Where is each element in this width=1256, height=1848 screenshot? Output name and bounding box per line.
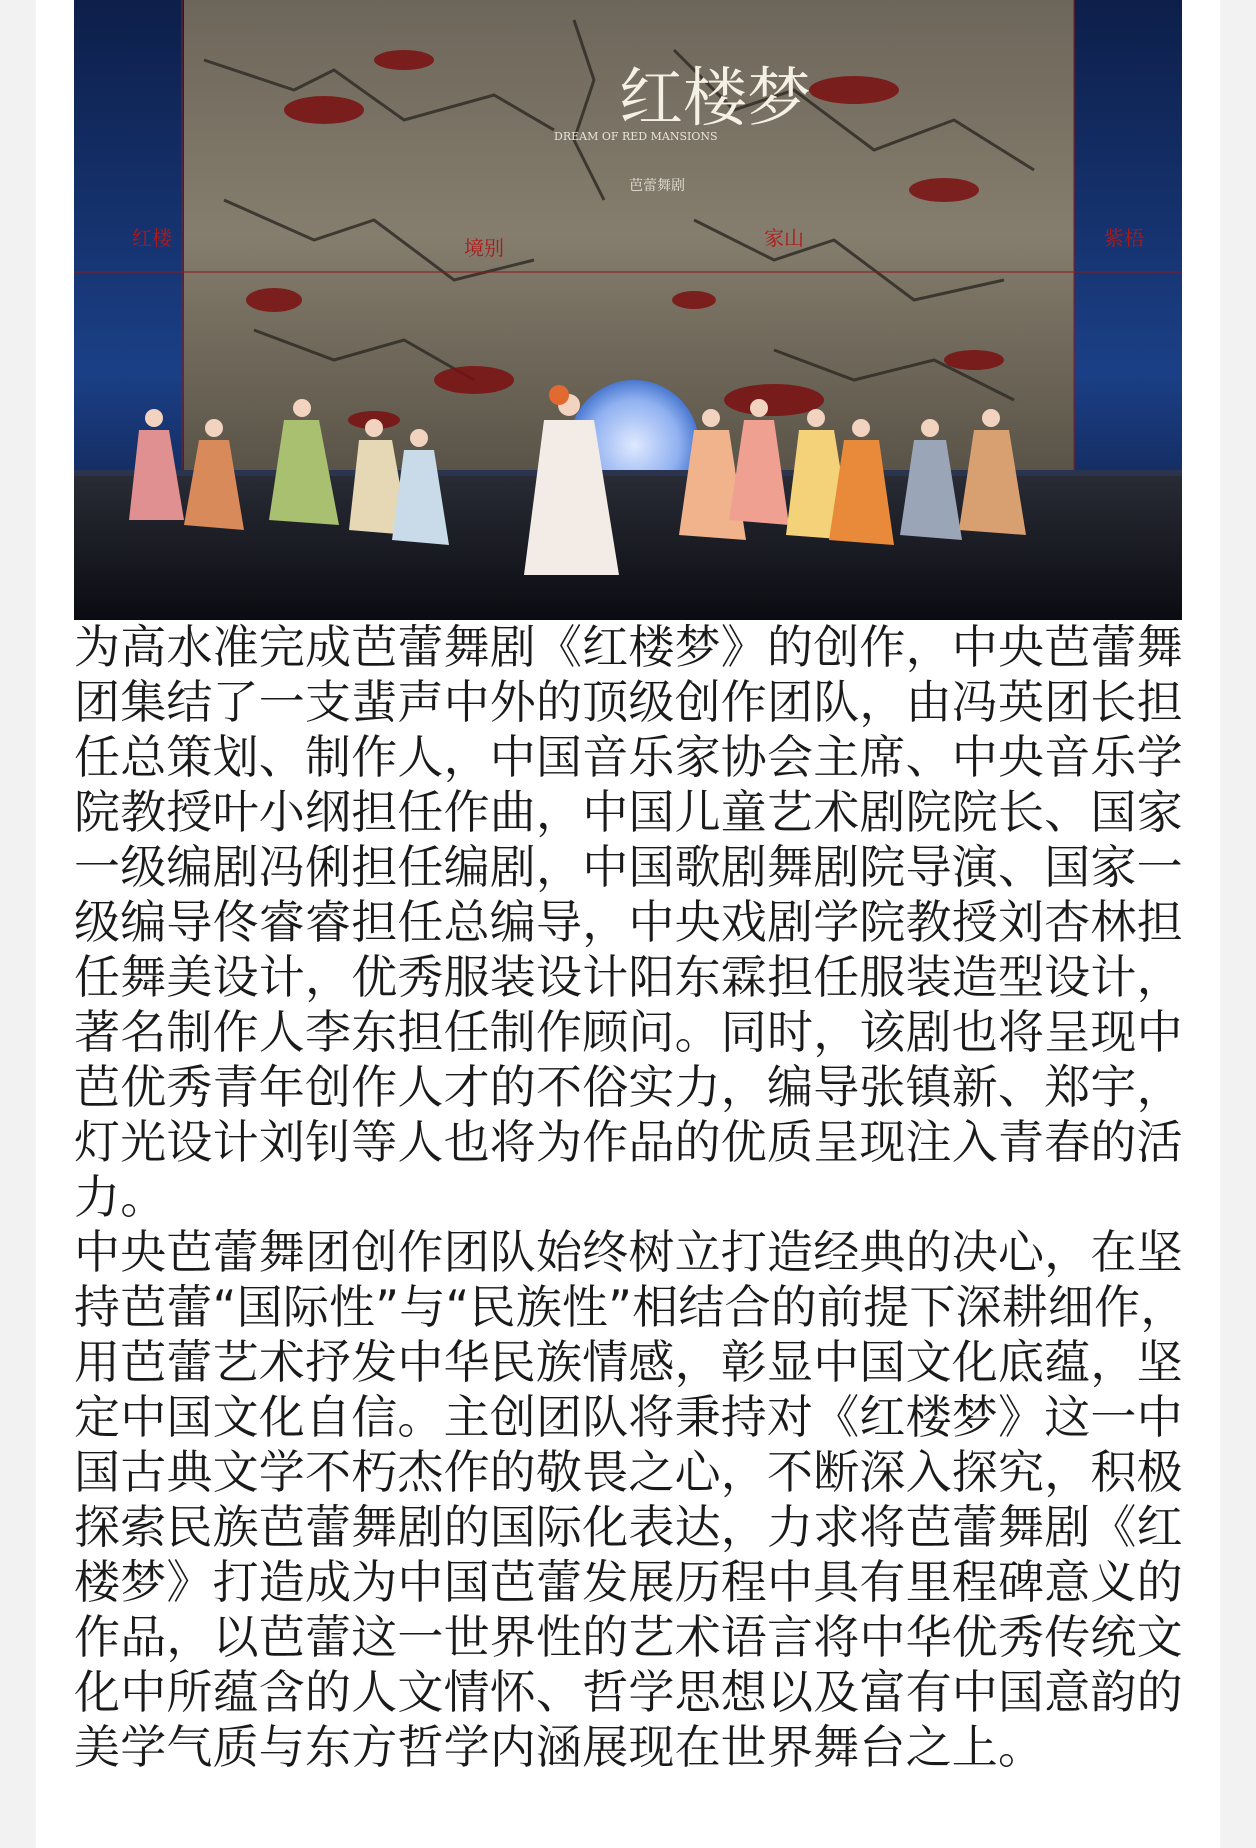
caption-right: 紫梧 (1104, 226, 1144, 250)
article-paragraph-1: 为高水准完成芭蕾舞剧《红楼梦》的创作，中央芭蕾舞团集结了一支蜚声中外的顶级创作团队，由冯英团长担任总策划、制作人，中国音乐家协会主席、中央音乐学院教授叶小纲担任作曲，中国儿童艺术剧院院长、国家一级编剧冯俐担任编剧，中国歌剧舞剧院导演、国家一级编导佟睿睿担任总编导，中央戏剧学院教授刘杏林担任舞美设计，优秀服装设计阳东霖担任服装造型设计，著名制作人李东担任制作顾问。同时，该剧也将呈现中芭优秀青年创作人才的不俗实力，编导张镇新、郑宇，灯光设计刘钊等人也将为作品的优质呈现注入青春的活力。 (74, 620, 1183, 1224)
article-paragraph-2: 中央芭蕾舞团创作团队始终树立打造经典的决心，在坚持芭蕾“国际性”与“民族性”相结合的前提下深耕细作，用芭蕾艺术抒发中华民族情感，彰显中国文化底蕴，坚定中国文化自信。主创团队将秉持对《红楼梦》这一中国古典文学不朽杰作的敬畏之心，不断深入探究，积极探索民族芭蕾舞剧的国际化表达，力求将芭蕾舞剧《红楼梦》打造成为中国芭蕾发展历程中具有里程碑意义的作品，以芭蕾这一世界性的艺术语言将中华优秀传统文化中所蕴含的人文情怀、哲学思想以及富有中国意韵的美学气质与东方哲学内涵展现在世界舞台之上。 (74, 1225, 1187, 1774)
poster-title: 红楼梦 (619, 62, 811, 136)
caption-center-left: 境别 (464, 236, 504, 260)
article-body (74, 620, 1188, 1775)
caption-left: 红楼 (132, 226, 172, 250)
poster-subtitle: 芭蕾舞剧 (629, 178, 685, 194)
stage-scene-illustration (74, 0, 1182, 620)
caption-center-right: 家山 (764, 226, 804, 250)
ballet-stage-photo[interactable] (74, 0, 1182, 620)
poster-english-title: DREAM OF RED MANSIONS (554, 130, 718, 143)
article-page (36, 0, 1220, 1848)
